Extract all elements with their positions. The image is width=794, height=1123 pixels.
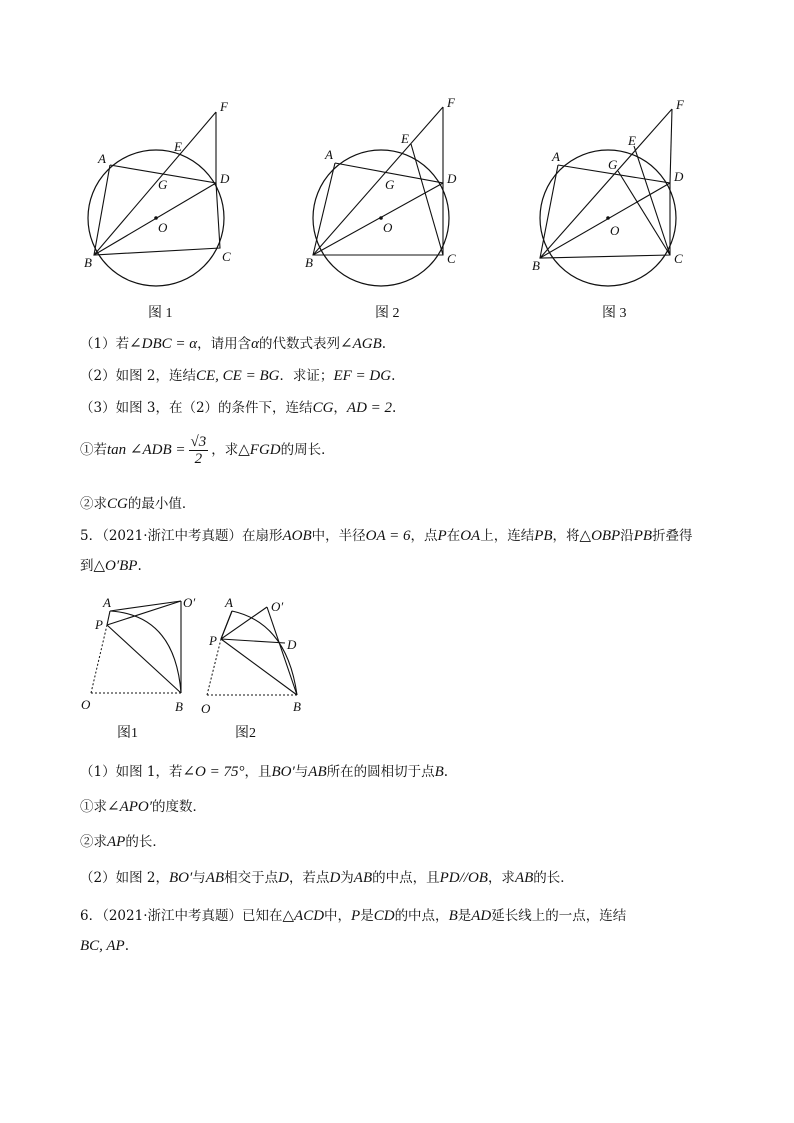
q6-line1: 6．（2021·浙江中考真题）已知在△ACD中，P是CD的中点，B是AD延长线上的一点，连结: [80, 908, 627, 924]
q5-intro-1: 5．（2021·浙江中考真题）在扇形AOB中，半径OA = 6，点P在OA上，连结PB，将△OBP沿PB折叠得: [80, 528, 693, 544]
figure-3: [520, 95, 700, 325]
q5-part1: （1）如图 1，若∠O = 75°，且BO′与AB所在的圆相切于点B.: [80, 764, 449, 780]
label-F: F: [676, 97, 684, 112]
label-O: O: [383, 220, 393, 235]
label-P: P: [95, 617, 103, 632]
sector-figure-2: [195, 595, 325, 745]
figure-2: [295, 95, 475, 325]
caption: 图2: [235, 726, 256, 741]
label-B: B: [305, 255, 313, 270]
label-E: E: [628, 133, 636, 148]
label-O: O: [201, 701, 211, 716]
label-G: G: [385, 177, 395, 192]
q4-part2: （2）如图 2，连结CE, CE = BG．求证；EF = DG.: [80, 368, 396, 384]
label-A: A: [225, 595, 233, 610]
label-O-prime: O′: [271, 599, 284, 614]
label-D: D: [674, 169, 684, 184]
label-O: O: [81, 697, 91, 712]
q5-intro-2: 到△O′BP.: [80, 558, 142, 574]
label-B: B: [532, 258, 540, 273]
label-A: A: [98, 151, 106, 166]
figure-1: [70, 95, 250, 325]
label-F: F: [447, 95, 455, 110]
label-B: B: [175, 699, 183, 714]
label-O: O: [610, 223, 620, 238]
label-A: A: [552, 149, 560, 164]
label-E: E: [401, 131, 409, 146]
label-F: F: [220, 99, 228, 114]
label-A: A: [325, 147, 333, 162]
label-O: O: [158, 220, 168, 235]
sector-diagram-1: [75, 595, 205, 745]
circle-diagram-1: [70, 95, 250, 325]
arc-AB: AB: [353, 870, 373, 886]
label-D: D: [447, 171, 457, 186]
arc-AB: AB: [514, 870, 534, 886]
q4-part1: （1）若∠DBC = α，请用含α的代数式表列∠AGB.: [80, 336, 387, 352]
label-B: B: [84, 255, 92, 270]
circle-diagram-3: [520, 95, 700, 325]
label-C: C: [674, 251, 683, 266]
caption: 图 2: [375, 306, 400, 321]
sector-figure-1: [75, 595, 205, 745]
q5-sub2: ②求AP的长．: [80, 834, 166, 850]
q5-sub1: ①求∠APO′的度数．: [80, 799, 207, 815]
label-A: A: [103, 595, 111, 610]
caption: 图 1: [148, 306, 173, 321]
label-E: E: [174, 139, 182, 154]
label-G: G: [608, 157, 618, 172]
label-O-prime: O′: [183, 595, 196, 610]
fraction: $\frac{√3}{2}$: [190, 434, 207, 467]
label-C: C: [447, 251, 456, 266]
label-C: C: [222, 249, 231, 264]
caption: 图1: [117, 726, 138, 741]
q4-sub1: ①若tan ∠ADB = $\frac{√3}{2}$ ，求△FGD的周长．: [80, 434, 335, 467]
q6-line2: BC, AP.: [80, 938, 130, 954]
caption: 图 3: [602, 306, 627, 321]
q4-part3: （3）如图 3，在（2）的条件下，连结CG，AD = 2.: [80, 400, 397, 416]
label-G: G: [158, 177, 168, 192]
label-D: D: [287, 637, 297, 652]
q4-sub2: ②求CG的最小值．: [80, 496, 196, 512]
arc-AB: AB: [308, 764, 327, 780]
sector-diagram-2: [195, 595, 325, 745]
label-P: P: [209, 633, 217, 648]
circle-diagram-2: [295, 95, 475, 325]
label-D: D: [220, 171, 230, 186]
q5-part2: （2）如图 2，BO′与AB相交于点D，若点D为AB的中点，且PD//OB，求AB的长．: [80, 870, 574, 886]
arc-AB: AB: [205, 870, 225, 886]
label-B: B: [293, 699, 301, 714]
